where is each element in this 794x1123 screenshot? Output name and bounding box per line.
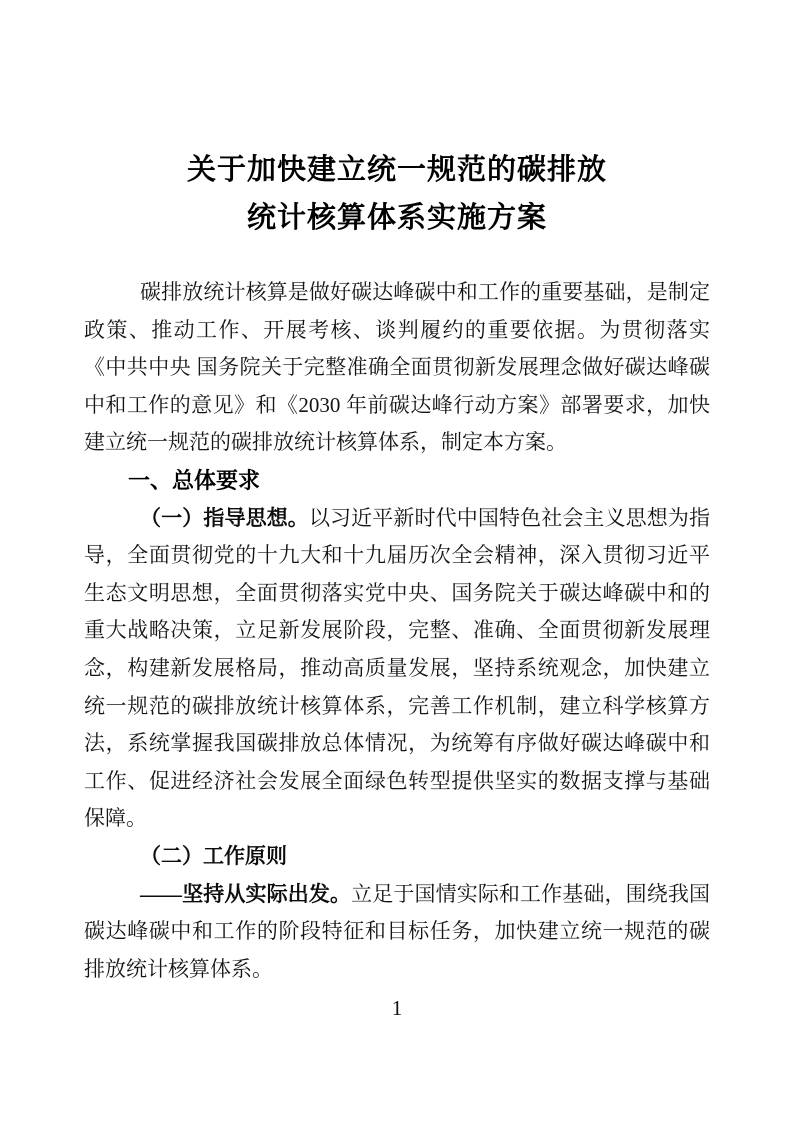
guiding-ideology-paragraph [84,500,710,838]
principle-1-label: ——坚持从实际出发。 [140,881,352,906]
document-title-line-2: 统计核算体系实施方案 [246,202,547,234]
principle-1-paragraph [84,876,710,989]
guiding-ideology-label: （一）指导思想。 [140,505,309,530]
intro-paragraph: 碳排放统计核算是做好碳达峰碳中和工作的重要基础，是制定政策、推动工作、开展考核、谈判履约的重要依据。为贯彻落实《中共中央 国务院关于完整准确全面贯彻新发展理念做好碳达峰碳中和工作的意见》和《2030 年前碳达峰行动方案》部署要求，加快建立统一规范的碳排放统计核算体系，制定本方案。 [84,280,710,455]
page-number: 1 [391,996,403,1020]
section-1-heading: 一、总体要求 [128,467,261,493]
guiding-ideology-text: 以习近平新时代中国特色社会主义思想为指导，全面贯彻党的十九大和十九届历次全会精神，深入贯彻习近平生态文明思想，全面贯彻落实党中央、国务院关于碳达峰碳中和的重大战略决策，立足新发展阶段，完整、准确、全面贯彻新发展理念，构建新发展格局，推动高质量发展，坚持系统观念，加快建立统一规范的碳排放统计核算体系，完善工作机制，建立科学核算方法，系统掌握我国碳排放总体情况，为统筹有序做好碳达峰碳中和工作、促进经济社会发展全面绿色转型提供坚实的数据支撑与基础保障。 [84,505,711,831]
work-principles-heading: （二）工作原则 [140,843,287,868]
document-title [84,146,710,242]
document-title-line-1: 关于加快建立统一规范的碳排放 [186,154,607,186]
document-body [84,274,710,988]
principle-1-text: 立足于国情实际和工作基础，围绕我国碳达峰碳中和工作的阶段特征和目标任务，加快建立统一规范的碳排放统计核算体系。 [84,881,711,981]
